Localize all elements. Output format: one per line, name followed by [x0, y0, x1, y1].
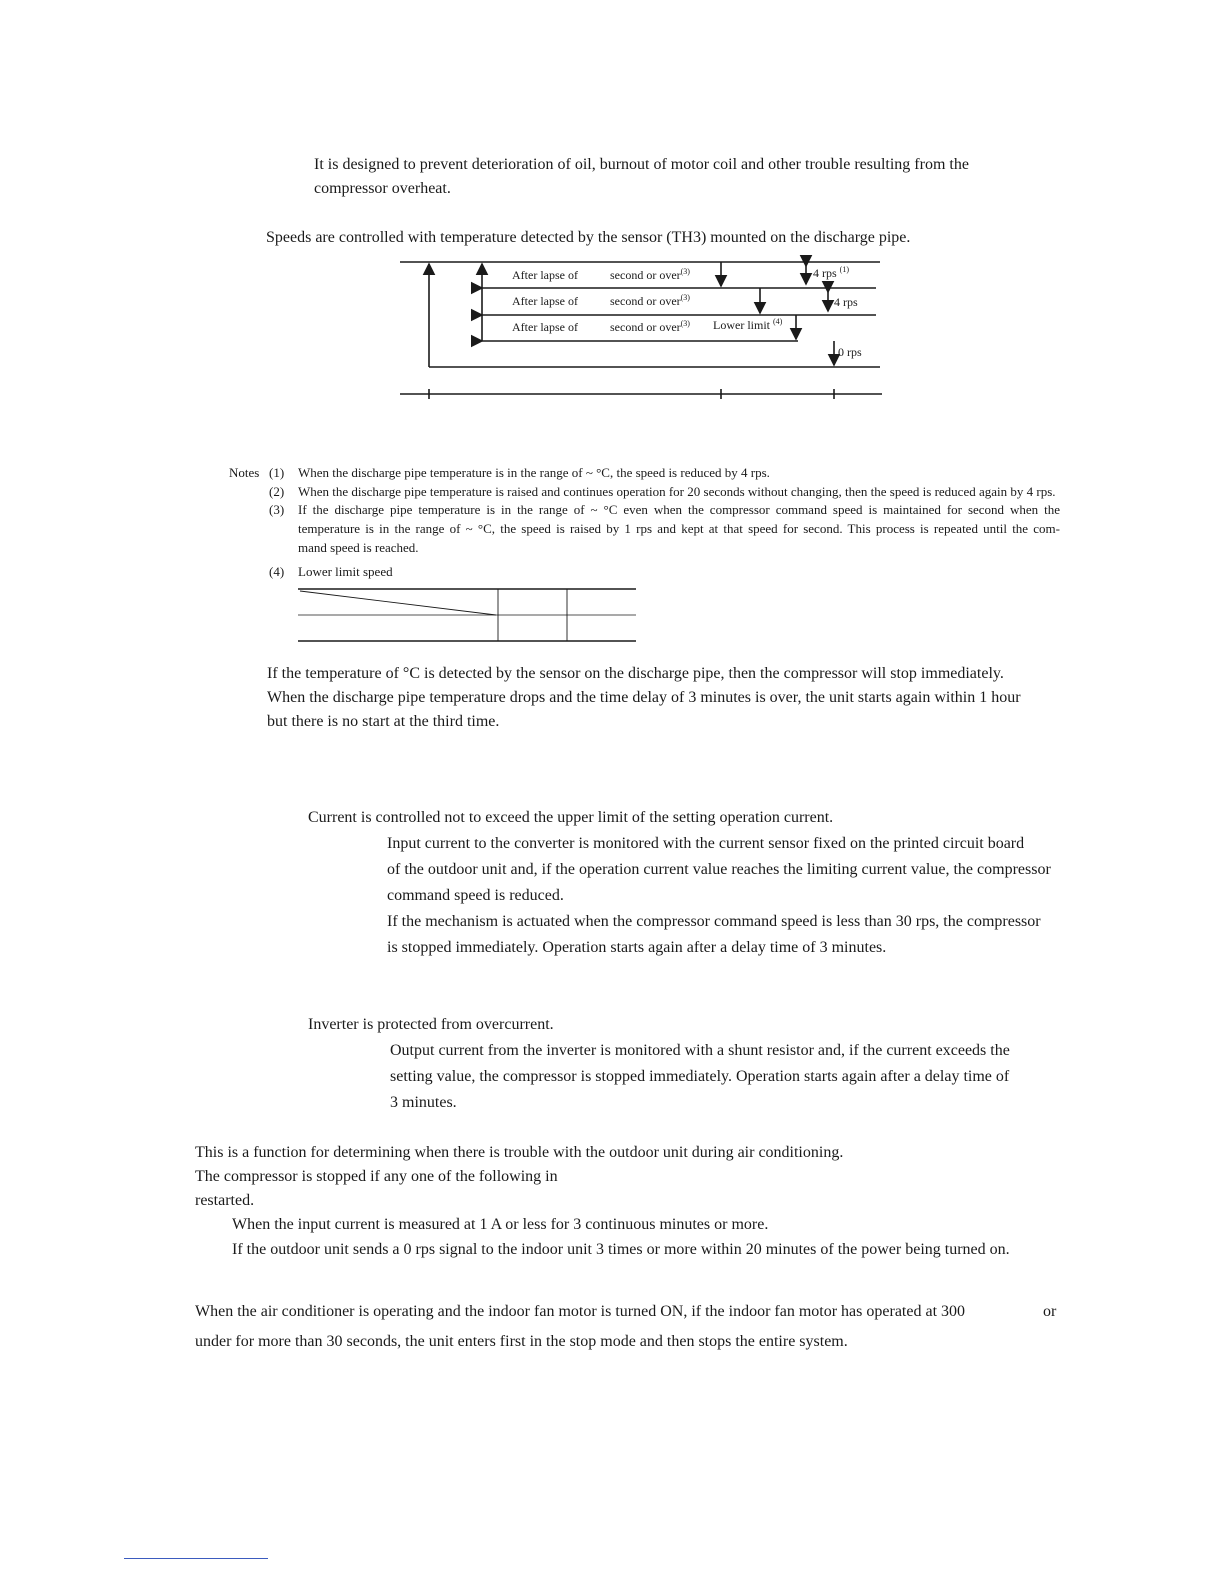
stop-line-2: When the discharge pipe temperature drops and the time delay of 3 minutes is over, the unit starts again within 1 hour: [267, 689, 1021, 706]
note-4-text: Lower limit speed: [298, 564, 393, 579]
footer-rule: [124, 1558, 268, 1559]
trouble-line-2: The compressor is stopped if any one of the following in: [195, 1168, 558, 1185]
notes-label: Notes: [229, 465, 260, 480]
trouble-line-1: This is a function for determining when there is trouble with the outdoor unit during air conditioning.: [195, 1144, 844, 1161]
note-4-number: (4): [269, 564, 285, 579]
after-lapse-1: After lapse of: [512, 268, 578, 282]
second-or-over-2: second or over$^{(3)}$: [610, 293, 690, 308]
fan-line-2: under for more than 30 seconds, the unit enters first in the stop mode and then stops the entire system.: [195, 1333, 848, 1350]
inverter-line-3: 3 minutes.: [390, 1094, 457, 1111]
note-2-number: (2): [269, 484, 285, 499]
trouble-line-3: restarted.: [195, 1192, 255, 1209]
note-1-number: (1): [269, 465, 285, 480]
note-3-number: (3): [269, 502, 285, 517]
intro-line-1: It is designed to prevent deterioration of oil, burnout of motor coil and other trouble resulting from the: [314, 156, 969, 173]
current-p2-line-2: is stopped immediately. Operation starts again after a delay time of 3 minutes.: [387, 939, 887, 956]
note-2-text: When the discharge pipe temperature is raised and continues operation for 20 seconds without changing, then the speed is reduced again by 4 rps.: [298, 484, 1056, 499]
note-3-line-3: mand speed is reached.: [298, 540, 419, 555]
after-lapse-2: After lapse of: [512, 294, 578, 308]
fan-line-1: When the air conditioner is operating and the indoor fan motor is turned ON, if the indoor fan motor has operated at 300: [195, 1303, 966, 1320]
inverter-line-2: setting value, the compressor is stopped immediately. Operation starts again after a delay time of: [390, 1068, 1010, 1085]
intro-line-2: compressor overheat.: [314, 180, 451, 197]
trouble-item-2: If the outdoor unit sends a 0 rps signal to the indoor unit 3 times or more within 20 minutes of the power being turned on.: [232, 1241, 1010, 1258]
fan-line-1-tail: or: [1043, 1303, 1057, 1320]
note-3-line-2: temperature is in the range of ~ °C, the speed is raised by 1 rps and kept at that speed for second. This process is repeated until the com-: [298, 521, 1060, 536]
four-rps-2: 4 rps: [834, 295, 858, 309]
stop-line-1: If the temperature of °C is detected by the sensor on the discharge pipe, then the compressor will stop immediately.: [267, 665, 1004, 682]
current-p1-line-3: command speed is reduced.: [387, 887, 564, 904]
second-or-over-3: second or over$^{(3)}$: [610, 319, 690, 334]
trouble-item-1: When the input current is measured at 1 A or less for 3 continuous minutes or more.: [232, 1216, 769, 1233]
table-diagonal: [300, 591, 496, 615]
current-p1-line-1: Input current to the converter is monitored with the current sensor fixed on the printed circuit board: [387, 835, 1025, 852]
inverter-head: Inverter is protected from overcurrent.: [308, 1016, 554, 1033]
speeds-line: Speeds are controlled with temperature detected by the sensor (TH3) mounted on the discharge pipe.: [266, 229, 911, 246]
four-rps-1: 4 rps $^{(1)}$: [813, 265, 849, 280]
note-1-text: When the discharge pipe temperature is in the range of ~ °C, the speed is reduced by 4 rps.: [298, 465, 770, 480]
after-lapse-3: After lapse of: [512, 320, 578, 334]
current-head: Current is controlled not to exceed the upper limit of the setting operation current.: [308, 809, 834, 826]
stop-line-3: but there is no start at the third time.: [267, 713, 500, 730]
current-p2-line-1: If the mechanism is actuated when the compressor command speed is less than 30 rps, the compressor: [387, 913, 1041, 930]
inverter-line-1: Output current from the inverter is monitored with a shunt resistor and, if the current exceeds the: [390, 1042, 1010, 1059]
lower-limit-label: Lower limit $^{(4)}$: [713, 317, 783, 332]
current-p1-line-2: of the outdoor unit and, if the operation current value reaches the limiting current value, the compressor: [387, 861, 1051, 878]
note-3-line-1: If the discharge pipe temperature is in the range of ~ °C even when the compressor command speed is maintained for second when the: [298, 502, 1060, 517]
second-or-over-1: second or over$^{(3)}$: [610, 267, 690, 282]
zero-rps-label: 0 rps: [838, 345, 862, 359]
